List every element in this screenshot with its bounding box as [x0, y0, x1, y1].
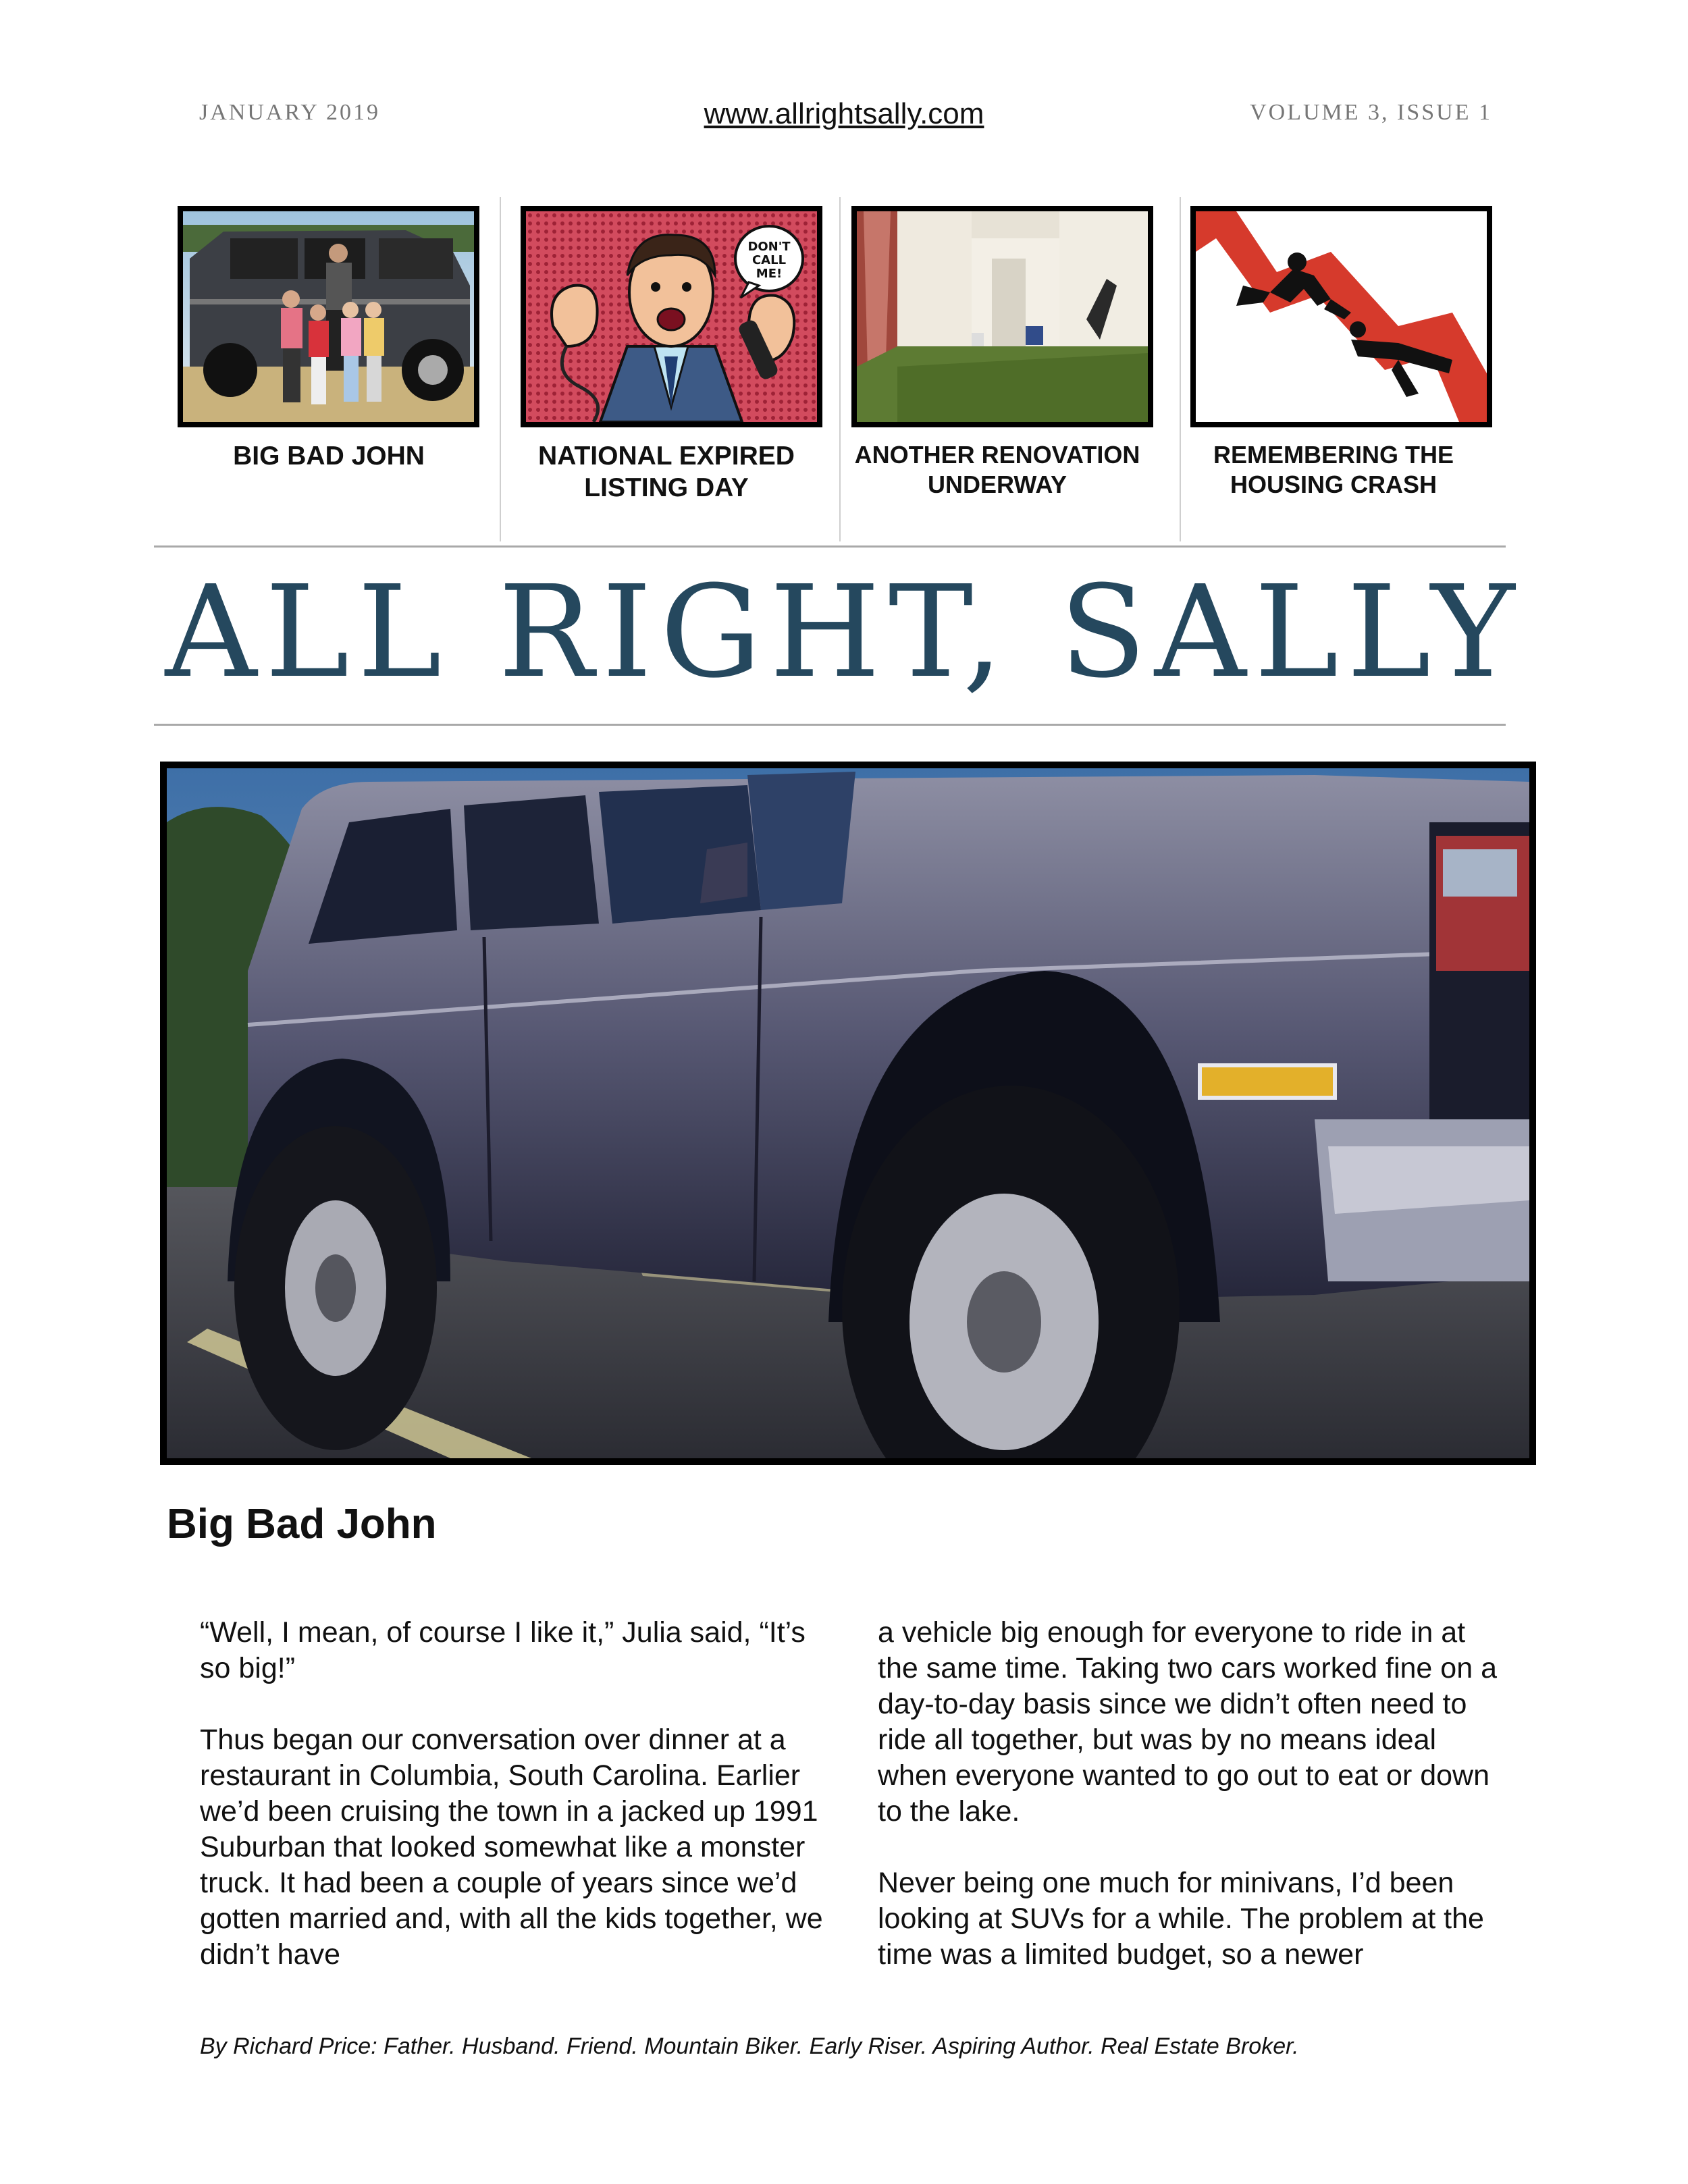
teaser-caption-line: NATIONAL EXPIRED: [538, 442, 795, 471]
teaser-divider: [500, 197, 501, 541]
article-title: Big Bad John: [167, 1501, 437, 1547]
article-paragraph: a vehicle big enough for everyone to ride in at the same time. Taking two cars worked fine on a day-to-day basis since we didn’t often need to ride all together, but was by no means ideal when everyone wanted to go out to eat or down to the lake.: [878, 1616, 1497, 1828]
bubble-text-line: ME!: [756, 267, 783, 281]
pop-art-phone-illustration: [526, 211, 817, 422]
masthead-bottom-rule: [154, 724, 1506, 726]
article-paragraph: Never being one much for minivans, I’d been looking at SUVs for a while. The problem at the time was a limited budget, so a newer: [878, 1867, 1484, 1971]
suburban-truck-illustration: [167, 768, 1529, 1458]
website-link[interactable]: www.allrightsally.com: [704, 97, 984, 130]
housing-crash-illustration: [1196, 211, 1487, 422]
teaser-caption-line: UNDERWAY: [927, 471, 1067, 498]
issue-volume: VOLUME 3, ISSUE 1: [1250, 100, 1492, 125]
teaser-caption-expired-listing[interactable]: [521, 440, 812, 504]
teaser-image-renovation-room[interactable]: [851, 206, 1153, 427]
masthead-top-rule: [154, 545, 1506, 548]
teaser-caption-housing-crash[interactable]: [1188, 440, 1479, 500]
article-column-right: [878, 1615, 1506, 2008]
hero-image-suburban: [160, 762, 1536, 1465]
bubble-text-line: CALL: [751, 253, 787, 267]
teaser-image-family-truck[interactable]: [178, 206, 479, 427]
teaser-divider: [1180, 197, 1181, 541]
teaser-caption-line: BIG BAD JOHN: [233, 442, 425, 471]
article-paragraph: Thus began our conversation over dinner at a restaurant in Columbia, South Carolina. Earlier we’d been cruising the town in a jacked up 1991 Suburban that looked somewhat like a monster truck. It had been a couple of years since we’d gotten married and, with all the kids together, we didn’t have: [200, 1724, 823, 1971]
teaser-caption-line: ANOTHER RENOVATION: [854, 441, 1140, 469]
teaser-image-housing-crash[interactable]: [1190, 206, 1492, 427]
teaser-caption-renovation[interactable]: [852, 440, 1142, 500]
teaser-caption-line: HOUSING CRASH: [1230, 471, 1438, 498]
article-column-left: [200, 1615, 828, 2008]
issue-date: JANUARY 2019: [199, 100, 381, 125]
renovation-room-illustration: [857, 211, 1148, 422]
teaser-caption-line: REMEMBERING THE: [1213, 441, 1454, 469]
bubble-text-line: DON'T: [747, 240, 791, 254]
teaser-divider: [839, 197, 841, 541]
masthead-title: ALL RIGHT, SALLY: [165, 558, 1523, 706]
author-byline: By Richard Price: Father. Husband. Friend. Mountain Biker. Early Riser. Aspiring Author. Real Estate Broker.: [200, 2033, 1299, 2059]
family-truck-illustration: [183, 211, 474, 422]
teaser-image-pop-art-phone[interactable]: [521, 206, 822, 427]
teaser-caption-big-bad-john[interactable]: [184, 440, 474, 472]
teaser-caption-line: LISTING DAY: [584, 473, 749, 502]
article-paragraph: “Well, I mean, of course I like it,” Julia said, “It’s so big!”: [200, 1616, 806, 1684]
